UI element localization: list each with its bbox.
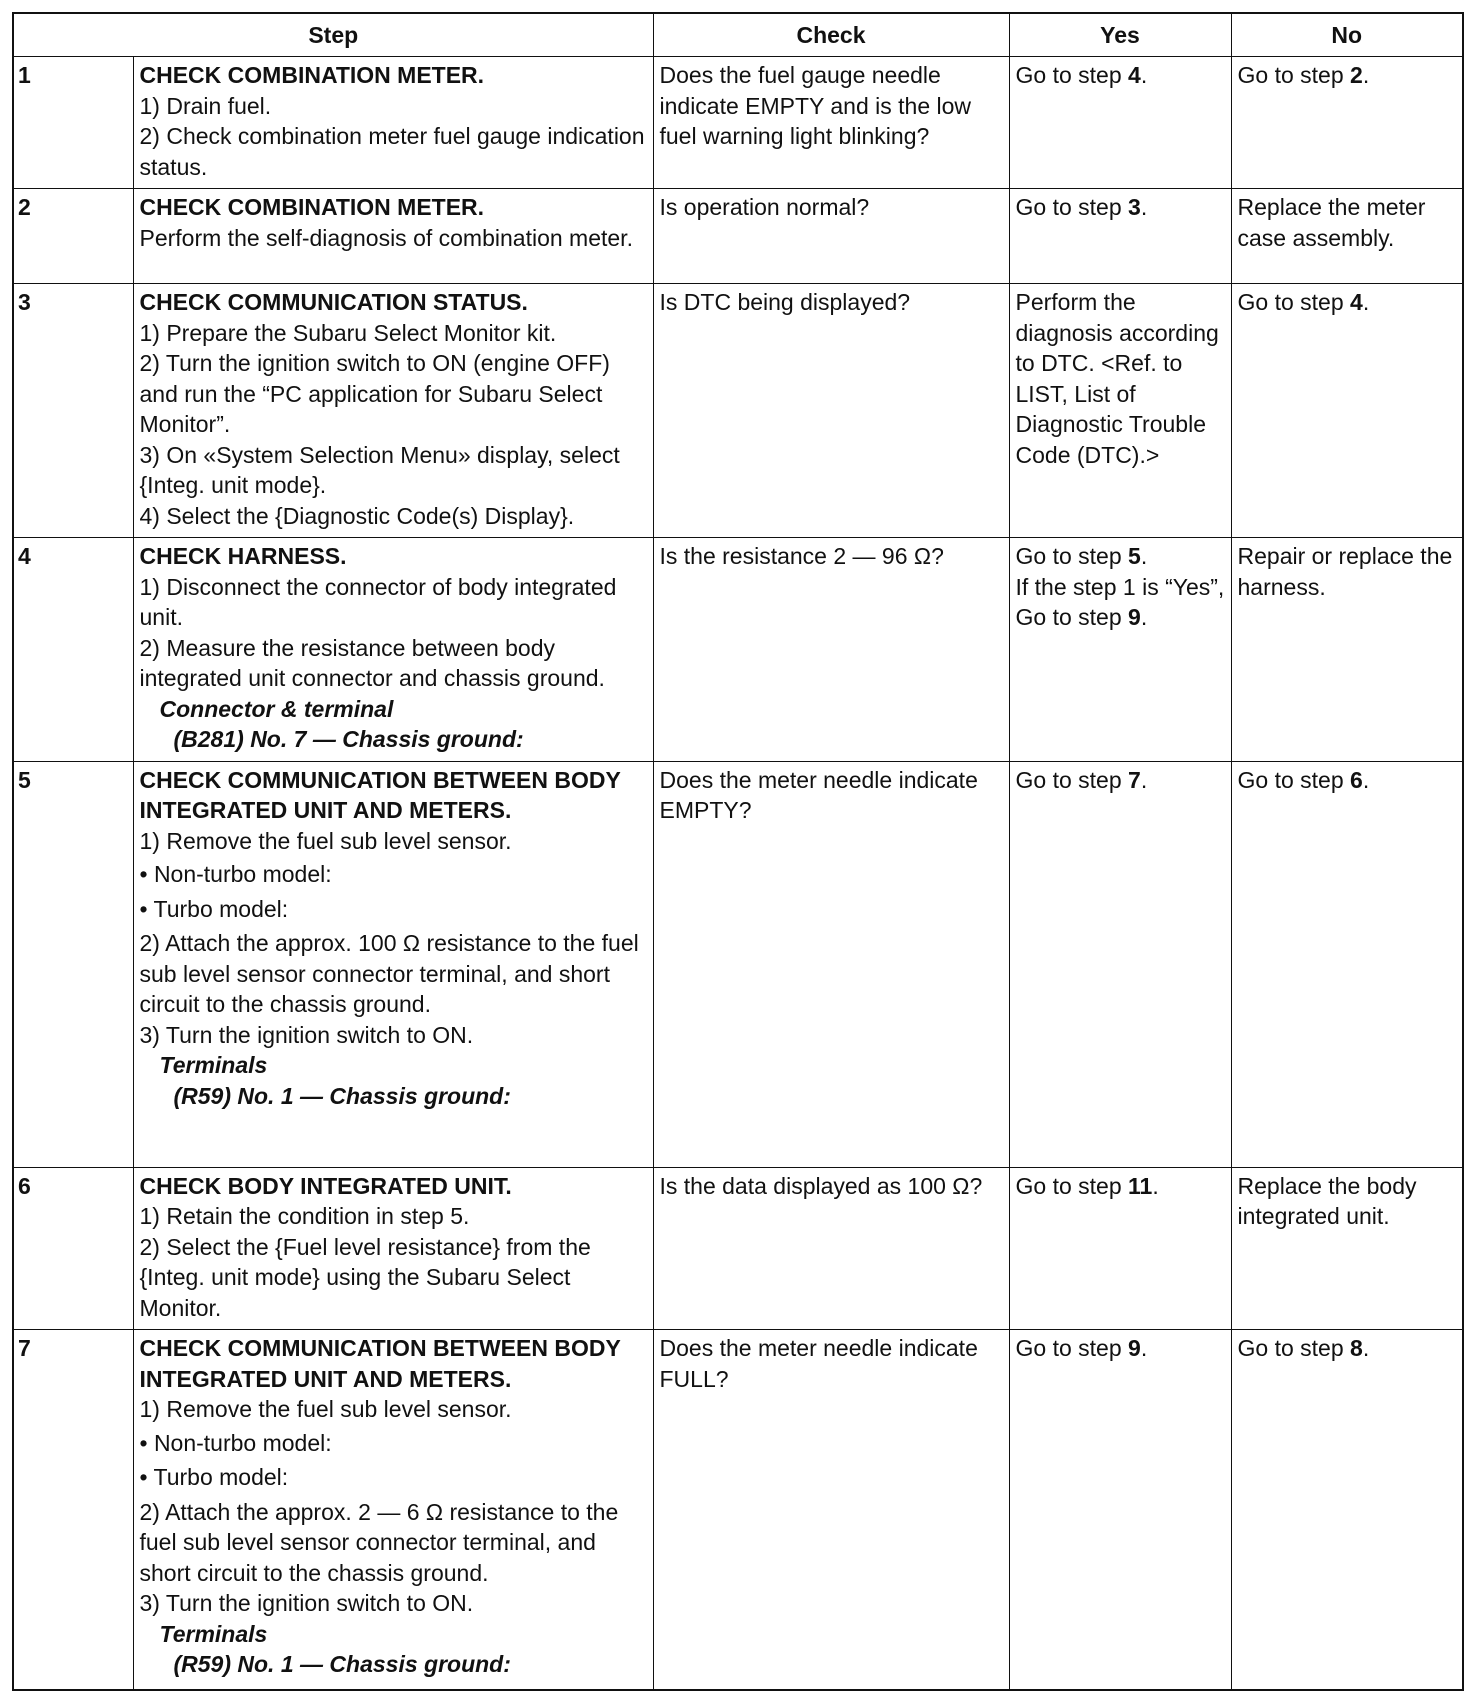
check-cell: Is the data displayed as 100 Ω? (653, 1167, 1009, 1330)
step-line: 1) Remove the fuel sub level sensor. (139, 827, 512, 854)
step-line: 4) Select the {Diagnostic Code(s) Display}. (139, 502, 575, 529)
no-cell (1231, 1330, 1463, 1690)
step-number: 7 (13, 1330, 133, 1690)
step-line: 1) Retain the condition in step 5. (139, 1203, 470, 1229)
no-step-link[interactable]: 6 (1350, 766, 1363, 793)
check-cell: Does the meter needle indicate EMPTY? (653, 761, 1009, 1167)
terminals-spec: (R59) No. 1 — Chassis ground: (173, 1651, 511, 1677)
no-step-link[interactable]: 4 (1350, 289, 1363, 315)
yes-step-link[interactable]: 4 (1128, 62, 1141, 88)
step-title: CHECK COMMUNICATION STATUS. (139, 289, 528, 315)
no-step-link[interactable]: 2 (1350, 62, 1363, 88)
check-cell: Is DTC being displayed? (653, 284, 1009, 538)
step-line: 3) On «System Selection Menu» display, select {Integ. unit mode}. (139, 441, 620, 498)
header-step: Step (13, 13, 653, 57)
step-number: 3 (13, 284, 133, 538)
no-text: Go to step (1237, 289, 1351, 315)
check-cell: Is the resistance 2 — 96 Ω? (653, 538, 1009, 762)
diagnostic-table-page (12, 12, 1462, 1691)
yes-step-link[interactable]: 11 (1128, 1172, 1153, 1199)
step-number: 2 (13, 189, 133, 284)
no-cell (1231, 284, 1463, 538)
yes-step-link[interactable]: 3 (1128, 194, 1141, 220)
bullet-item: • Non-turbo model: (139, 1429, 332, 1456)
no-text: Go to step (1237, 1335, 1351, 1361)
step-title: CHECK HARNESS. (139, 543, 347, 569)
step-title: CHECK BODY INTEGRATED UNIT. (139, 1172, 512, 1199)
yes-end: . (1140, 194, 1148, 220)
no-cell: Repair or replace the harness. (1231, 538, 1463, 762)
header-check: Check (653, 13, 1009, 57)
table-row (13, 284, 1463, 538)
step-cell (133, 284, 653, 538)
step-number: 1 (13, 57, 133, 189)
table-header-row (13, 13, 1463, 57)
table-row (13, 1330, 1463, 1690)
step-line: 2) Attach the approx. 100 Ω resistance to the fuel sub level sensor connector terminal, and short circuit to the chassis ground. (139, 930, 639, 1017)
terminals-spec: (R59) No. 1 — Chassis ground: (173, 1082, 511, 1109)
step-line: 2) Select the {Fuel level resistance} from the {Integ. unit mode} using the Subaru Select Monitor. (139, 1233, 591, 1321)
check-cell: Is operation normal? (653, 189, 1009, 284)
yes-text: Go to step (1015, 194, 1129, 220)
yes-cell (1009, 1167, 1231, 1330)
step-line: 2) Turn the ignition switch to ON (engine OFF) and run the “PC application for Subaru Select Monitor”. (139, 350, 610, 437)
yes-end: . (1152, 1172, 1159, 1199)
yes-text: Go to step (1015, 1172, 1129, 1199)
yes-step-link-alt[interactable]: 9 (1128, 604, 1141, 630)
connector-terminal-spec: (B281) No. 7 — Chassis ground: (173, 726, 524, 752)
no-end: . (1362, 766, 1370, 793)
no-end: . (1362, 62, 1370, 88)
yes-end-alt: . (1140, 604, 1148, 630)
step-cell (133, 189, 653, 284)
yes-text-alt: If the step 1 is “Yes”, Go to step (1015, 573, 1225, 630)
table-row (13, 57, 1463, 189)
yes-cell (1009, 57, 1231, 189)
terminals-label: Terminals (159, 1052, 268, 1078)
no-cell: Replace the body integrated unit. (1231, 1167, 1463, 1330)
bullet-item: • Non-turbo model: (139, 861, 332, 887)
bullet-item: • Turbo model: (139, 895, 289, 922)
step-title: CHECK COMBINATION METER. (139, 194, 485, 220)
step-cell (133, 761, 653, 1167)
step-title: CHECK COMBINATION METER. (139, 62, 485, 88)
step-number: 4 (13, 538, 133, 762)
bullet-item: • Turbo model: (139, 1464, 289, 1490)
step-line: 2) Check combination meter fuel gauge indication status. (139, 123, 645, 180)
yes-end: . (1140, 543, 1148, 569)
step-line: Perform the self-diagnosis of combination meter. (139, 224, 633, 251)
no-end: . (1362, 1335, 1370, 1361)
no-text: Go to step (1237, 766, 1351, 793)
step-line: 1) Drain fuel. (139, 92, 272, 119)
yes-text: Go to step (1015, 1335, 1129, 1361)
header-yes: Yes (1009, 13, 1231, 57)
yes-step-link[interactable]: 7 (1128, 766, 1141, 793)
table-row (13, 1167, 1463, 1330)
table-row (13, 538, 1463, 762)
no-cell (1231, 761, 1463, 1167)
diagnostic-procedure-table (12, 12, 1464, 1691)
table-row (13, 189, 1463, 284)
terminals-label: Terminals (159, 1620, 268, 1647)
header-no: No (1231, 13, 1463, 57)
yes-end: . (1140, 62, 1148, 88)
check-cell: Does the fuel gauge needle indicate EMPTY and is the low fuel warning light blinking? (653, 57, 1009, 189)
yes-cell (1009, 538, 1231, 762)
step-title: CHECK COMMUNICATION BETWEEN BODY INTEGRATED UNIT AND METERS. (139, 766, 621, 823)
step-number: 6 (13, 1167, 133, 1330)
no-cell (1231, 57, 1463, 189)
step-line: 1) Prepare the Subaru Select Monitor kit. (139, 319, 557, 346)
yes-cell: Perform the diagnosis according to DTC. <Ref. to LIST, List of Diagnostic Trouble Code (DTC).> (1009, 284, 1231, 538)
yes-step-link[interactable]: 5 (1128, 543, 1141, 569)
step-cell (133, 1167, 653, 1330)
step-line: 1) Remove the fuel sub level sensor. (139, 1396, 512, 1422)
step-line: 2) Measure the resistance between body integrated unit connector and chassis ground. (139, 634, 605, 691)
yes-text: Go to step (1015, 766, 1129, 793)
step-cell (133, 538, 653, 762)
yes-cell (1009, 761, 1231, 1167)
no-text: Go to step (1237, 62, 1351, 88)
step-number: 5 (13, 761, 133, 1167)
step-line: 1) Disconnect the connector of body integrated unit. (139, 573, 617, 630)
table-row (13, 761, 1463, 1167)
step-cell (133, 57, 653, 189)
step-line: 2) Attach the approx. 2 — 6 Ω resistance to the fuel sub level sensor connector terminal, and short circuit to the chassis ground. (139, 1498, 619, 1586)
yes-cell (1009, 189, 1231, 284)
yes-text: Go to step (1015, 543, 1129, 569)
connector-terminal-label: Connector & terminal (159, 695, 394, 722)
no-end: . (1362, 289, 1370, 315)
check-cell: Does the meter needle indicate FULL? (653, 1330, 1009, 1690)
no-cell: Replace the meter case assembly. (1231, 189, 1463, 284)
yes-end: . (1140, 766, 1148, 793)
yes-text: Go to step (1015, 62, 1129, 88)
yes-cell (1009, 1330, 1231, 1690)
no-step-link[interactable]: 8 (1350, 1335, 1363, 1361)
step-cell (133, 1330, 653, 1690)
step-line: 3) Turn the ignition switch to ON. (139, 1021, 474, 1048)
yes-end: . (1140, 1335, 1148, 1361)
step-line: 3) Turn the ignition switch to ON. (139, 1590, 474, 1616)
yes-step-link[interactable]: 9 (1128, 1335, 1141, 1361)
step-title: CHECK COMMUNICATION BETWEEN BODY INTEGRATED UNIT AND METERS. (139, 1335, 621, 1392)
